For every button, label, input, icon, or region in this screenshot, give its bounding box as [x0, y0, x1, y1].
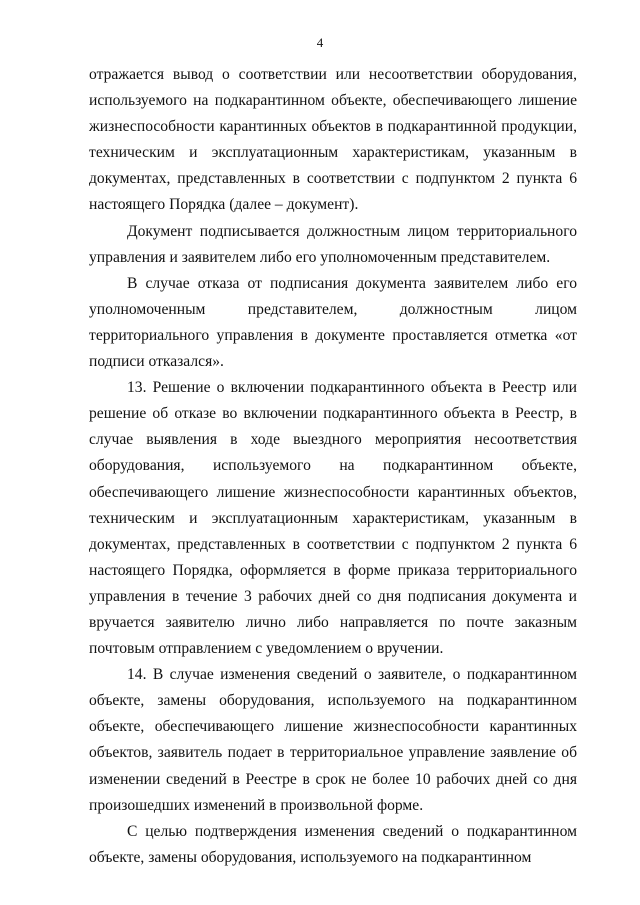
paragraph-clause-14: 14. В случае изменения сведений о заявителе, о подкарантинном объекте, замены оборудования, используемого на подкарантинном объекте, обеспечивающего лишение жизнеспособности карантинных объектов, заявитель подает в территориальное управление заявление об изменении сведений в Реестре в срок не более 10 рабочих дней со дня произошедших изменений в произвольной форме.	[89, 666, 577, 814]
paragraph-conclusion: отражается вывод о соответствии или несоответствии оборудования, используемого на подкарантинном объекте, обеспечивающего лишение жизнеспособности карантинных объектов в подкарантинной продукции, техническим и эксплуатационным характеристикам, указанным в документах, представленных в соответствии с подпунктом 2 пункта 6 настоящего Порядка (далее – документ).	[89, 66, 577, 214]
document-body	[89, 62, 577, 871]
paragraph-signing: Документ подписывается должностным лицом территориального управления и заявителем либо его уполномоченным представителем.	[89, 222, 577, 266]
page-number: 4	[316, 35, 324, 50]
paragraph-refusal: В случае отказа от подписания документа заявителем либо его уполномоченным представителем, должностным лицом территориального управления в документе проставляется отметка «от подписи отказался».	[89, 274, 577, 371]
paragraph-confirmation: С целью подтверждения изменения сведений о подкарантинном объекте, замены оборудования, используемого на подкарантинном	[89, 822, 577, 866]
paragraph-clause-13: 13. Решение о включении подкарантинного объекта в Реестр или решение об отказе во включении подкарантинного объекта в Реестр, в случае выявления в ходе выездного мероприятия несоответствия оборудования, используемого на подкарантинном объекте, обеспечивающего лишение жизнеспособности карантинных объектов, техническим и эксплуатационным характеристикам, указанным в документах, представленных в соответствии с подпунктом 2 пункта 6 настоящего Порядка, оформляется в форме приказа территориального управления в течение 3 рабочих дней со дня подписания документа и вручается заявителю лично либо направляется по почте заказным почтовым отправлением с уведомлением о вручении.	[89, 379, 577, 658]
